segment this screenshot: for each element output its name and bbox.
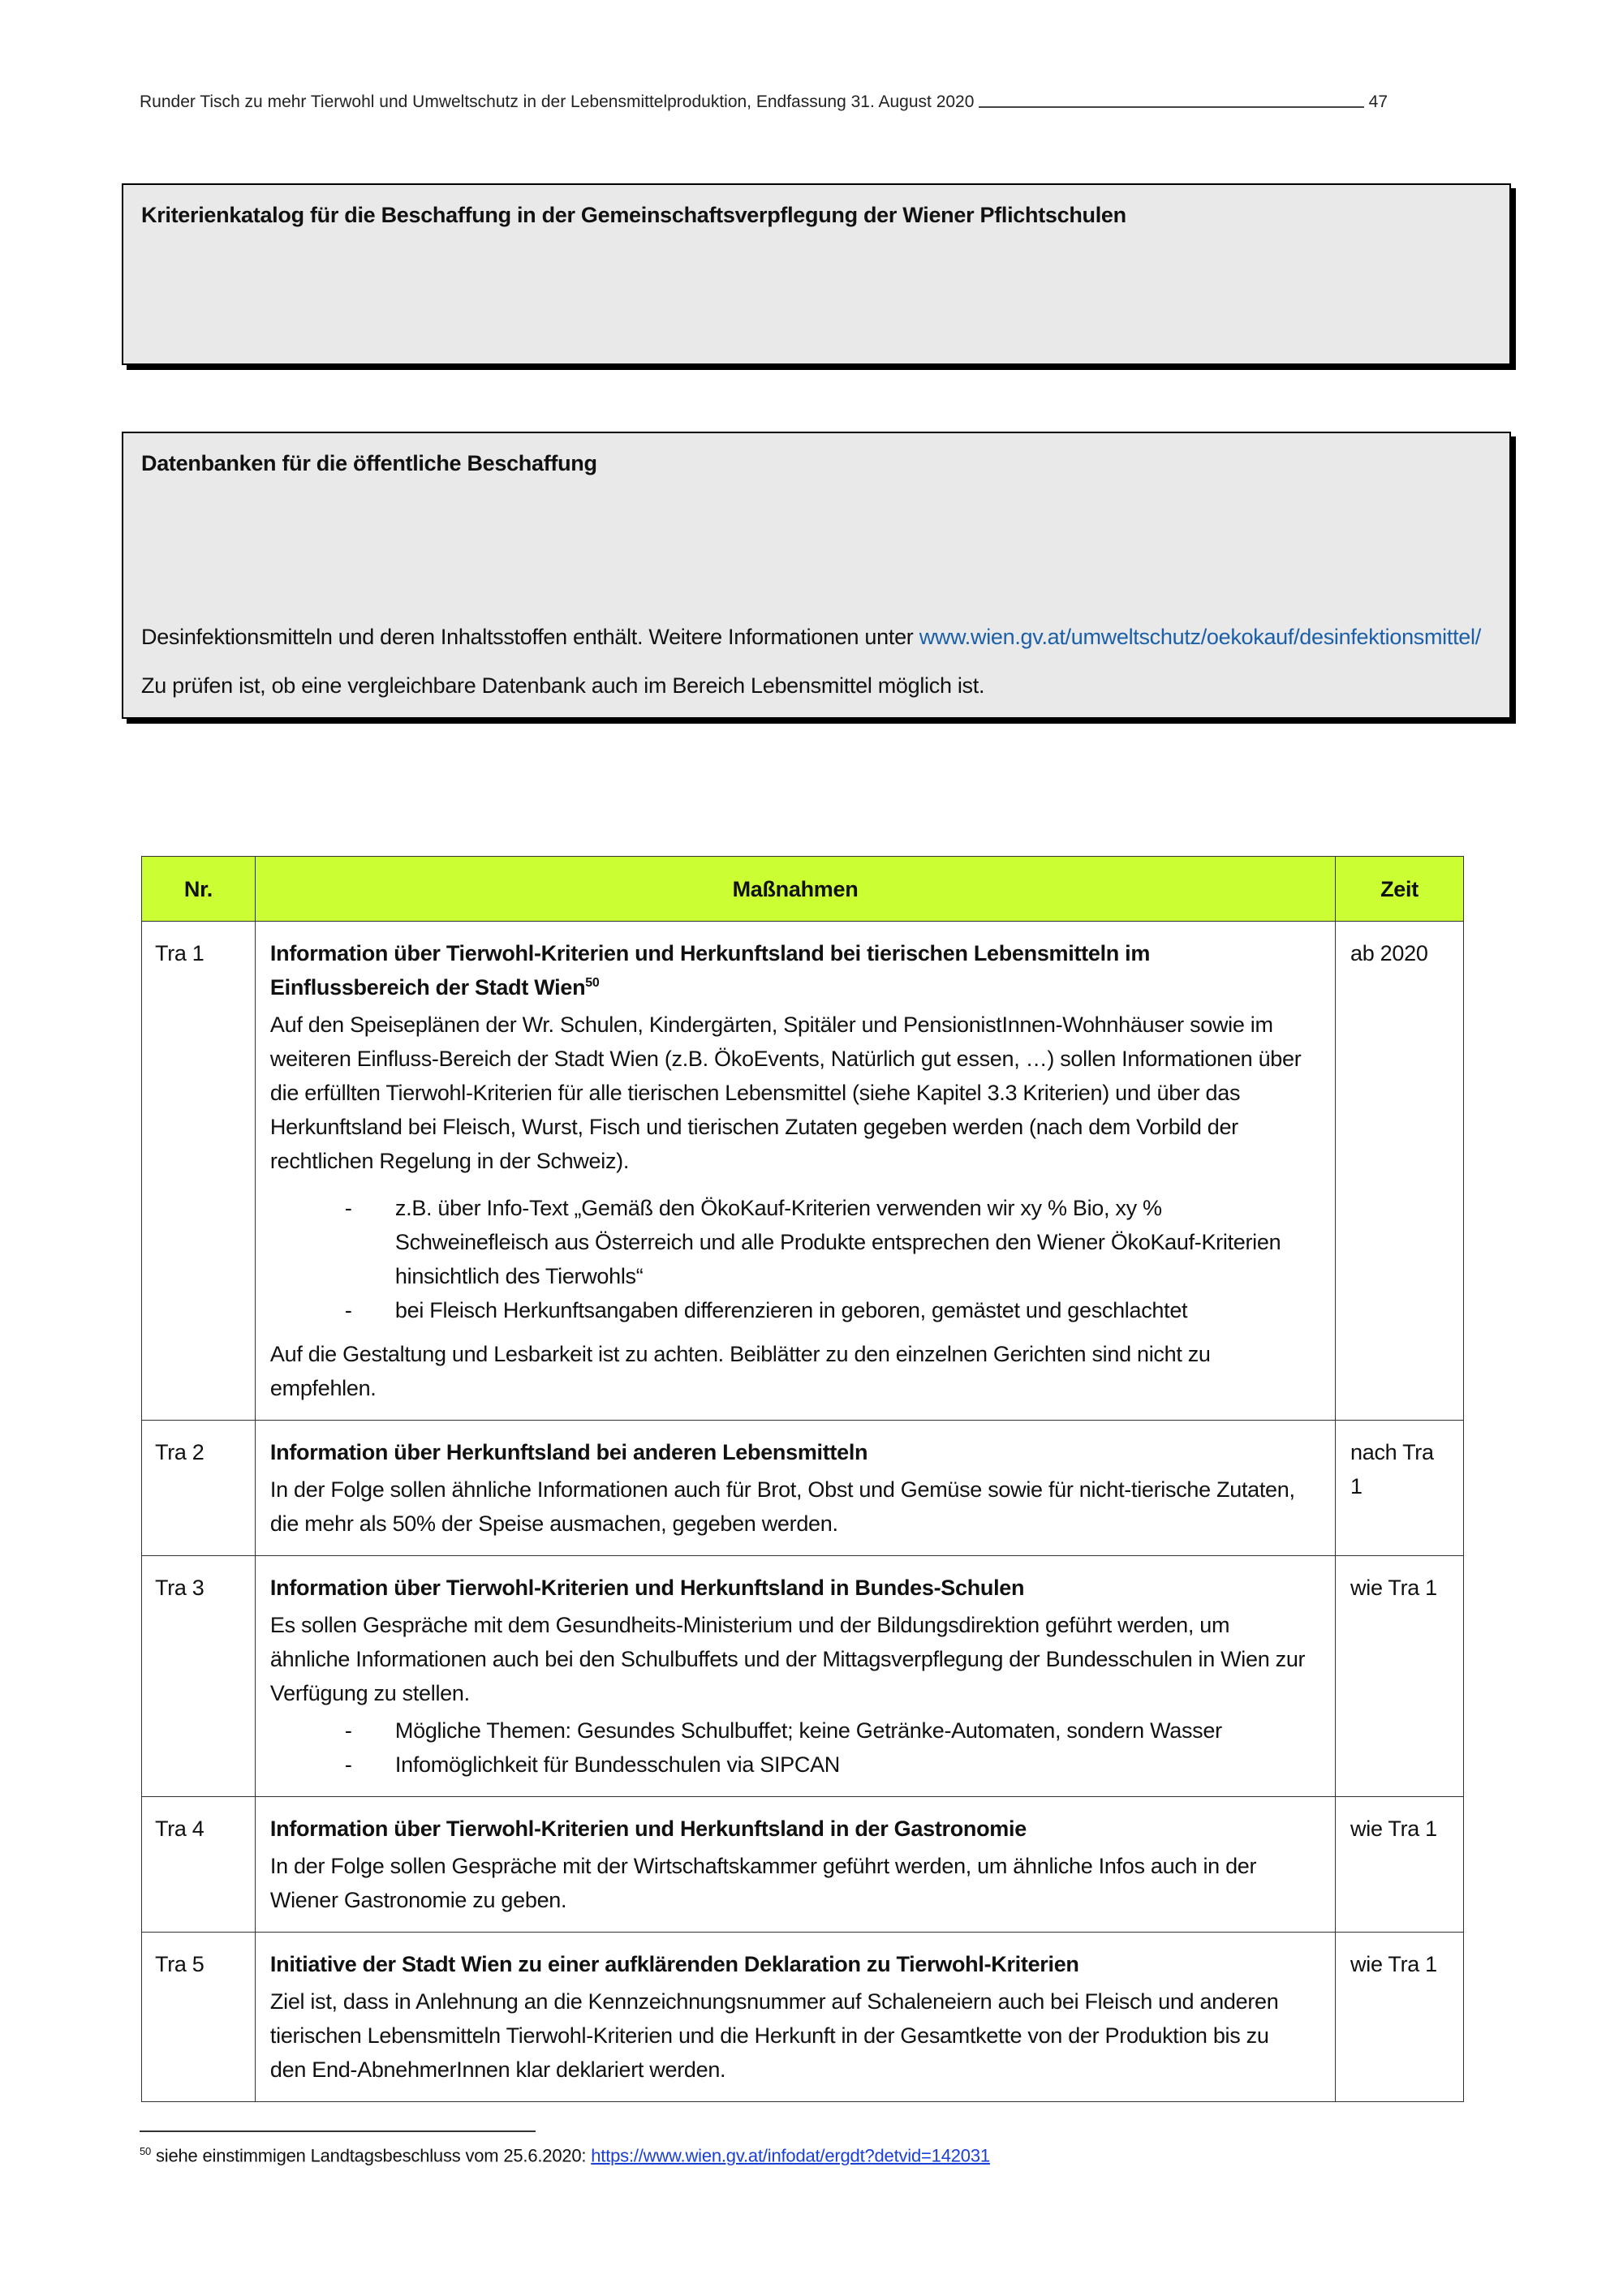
criteria-catalog-box xyxy=(122,183,1511,365)
table-row xyxy=(142,1421,1464,1556)
list-item: - Mögliche Themen: Gesundes Schulbuffet; keine Getränke-Automaten, sondern Wasser xyxy=(344,1718,1222,1743)
header-text: Runder Tisch zu mehr Tierwohl und Umweltschutz in der Lebensmittelproduktion, Endfassung 31. August 2020 xyxy=(140,92,975,111)
footnote-ref[interactable]: 50 xyxy=(585,976,600,990)
disinfectant-link[interactable]: www.wien.gv.at/umweltschutz/oekokauf/desinfektionsmittel/ xyxy=(919,625,1481,649)
row-zeit: ab 2020 xyxy=(1336,922,1464,1421)
row-title: Initiative der Stadt Wien zu einer aufklärenden Deklaration zu Tierwohl-Kriterien xyxy=(269,1952,1079,1976)
page-header xyxy=(140,92,1388,112)
row-nr: Tra 2 xyxy=(142,1421,256,1556)
database-box xyxy=(122,432,1511,719)
measures-table xyxy=(141,856,1464,2102)
row-nr: Tra 1 xyxy=(142,922,256,1421)
row-zeit: wie Tra 1 xyxy=(1336,1797,1464,1933)
list-item: - Infomöglichkeit für Bundesschulen via SIPCAN xyxy=(344,1752,841,1777)
row-text: Auf den Speiseplänen der Wr. Schulen, Kindergärten, Spitäler und PensionistInnen-Wohnhäuser sowie im weiteren Einfluss-Bereich der Stadt Wien (z.B. ÖkoEvents, Natürlich gut essen, …) sollen Informationen über die erfüllten Tierwohl-Kriterien für alle tierischen Lebensmittel (siehe Kapitel 3.3 Kriterien) und über das Herkunftsland bei Fleisch, Wurst, Fisch und tierischen Zutaten gegeben werden (nach dem Vorbild der rechtlichen Regelung in der Schweiz). xyxy=(269,1013,1302,1173)
bullet-list xyxy=(270,1713,1309,1782)
row-title-text: Information über Tierwohl-Kriterien und Herkunftsland bei tierischen Lebensmitteln im Einflussbereich der Stadt Wien xyxy=(269,941,1151,1000)
row-measure xyxy=(255,1421,1335,1556)
row-note: Auf die Gestaltung und Lesbarkeit ist zu achten. Beiblätter zu den einzelnen Gerichten sind nicht zu empfehlen. xyxy=(269,1342,1211,1400)
list-item-text: z.B. über Info-Text „Gemäß den ÖkoKauf-Kriterien verwenden wir xy % Bio, xy % Schweinefleisch aus Österreich und alle Produkte entsprechen den Wiener ÖkoKauf-Kriterien hinsichtlich des Tierwohls“ xyxy=(394,1196,1281,1288)
row-nr: Tra 5 xyxy=(142,1933,256,2102)
list-item: - z.B. über Info-Text „Gemäß den ÖkoKauf-Kriterien verwenden wir xy % Bio, xy % Schweinefleisch aus Österreich und alle Produkte entsprechen den Wiener ÖkoKauf-Kriterien hinsichtlich des Tierwohls“ xyxy=(344,1196,1281,1288)
database-text-line xyxy=(141,625,1481,650)
row-text: In der Folge sollen ähnliche Informationen auch für Brot, Obst und Gemüse sowie für nicht-tierische Zutaten, die mehr als 50% der Speise ausmachen, gegeben werden. xyxy=(269,1477,1295,1536)
header-rule xyxy=(979,106,1363,108)
row-text: Ziel ist, dass in Anlehnung an die Kennzeichnungsnummer auf Schaleneiern auch bei Fleisch und anderen tierischen Lebensmitteln Tierwohl-Kriterien und die Herkunft in der Gesamtkette von der Produktion bis zu den End-AbnehmerInnen klar deklariert werden. xyxy=(269,1989,1279,2082)
list-item-text: bei Fleisch Herkunftsangaben differenzieren in geboren, gemästet und geschlachtet xyxy=(394,1298,1188,1322)
row-measure xyxy=(255,1933,1335,2102)
database-check-text: Zu prüfen ist, ob eine vergleichbare Datenbank auch im Bereich Lebensmittel möglich ist. xyxy=(141,673,985,698)
footnote-rule xyxy=(140,2130,536,2132)
footnote xyxy=(140,2145,990,2166)
table-header-row xyxy=(142,857,1464,922)
row-title xyxy=(270,936,1309,1004)
row-zeit: wie Tra 1 xyxy=(1336,1933,1464,2102)
page-number: 47 xyxy=(1368,92,1388,111)
table-row xyxy=(142,1556,1464,1797)
header-massnahmen: Maßnahmen xyxy=(255,857,1335,922)
table-row xyxy=(142,1797,1464,1933)
row-measure xyxy=(255,1556,1335,1797)
row-zeit: nach Tra 1 xyxy=(1336,1421,1464,1556)
row-title: Information über Herkunftsland bei anderen Lebensmitteln xyxy=(269,1440,868,1464)
footnote-link[interactable]: https://www.wien.gv.at/infodat/ergdt?detvid=142031 xyxy=(591,2145,990,2166)
list-item-text: Mögliche Themen: Gesundes Schulbuffet; keine Getränke-Automaten, sondern Wasser xyxy=(394,1718,1222,1743)
footnote-number: 50 xyxy=(140,2145,152,2157)
database-text: Desinfektionsmitteln und deren Inhaltsstoffen enthält. Weitere Informationen unter xyxy=(141,625,919,649)
row-nr: Tra 3 xyxy=(142,1556,256,1797)
row-text: Es sollen Gespräche mit dem Gesundheits-Ministerium und der Bildungsdirektion geführt werden, um ähnliche Informationen auch bei den Schulbuffets und der Mittagsverpflegung der Bundesschulen in Wien zur Verfügung zu stellen. xyxy=(269,1613,1306,1705)
row-nr: Tra 4 xyxy=(142,1797,256,1933)
table-row xyxy=(142,922,1464,1421)
row-zeit: wie Tra 1 xyxy=(1336,1556,1464,1797)
list-item-text: Infomöglichkeit für Bundesschulen via SIPCAN xyxy=(394,1752,841,1777)
row-title: Information über Tierwohl-Kriterien und Herkunftsland in der Gastronomie xyxy=(269,1817,1027,1841)
header-nr: Nr. xyxy=(142,857,256,922)
header-zeit: Zeit xyxy=(1336,857,1464,922)
row-title: Information über Tierwohl-Kriterien und Herkunftsland in Bundes-Schulen xyxy=(269,1576,1025,1600)
table-row xyxy=(142,1933,1464,2102)
row-measure xyxy=(255,922,1335,1421)
list-item: - bei Fleisch Herkunftsangaben differenzieren in geboren, gemästet und geschlachtet xyxy=(344,1298,1188,1322)
database-title: Datenbanken für die öffentliche Beschaffung xyxy=(141,451,597,475)
row-text: In der Folge sollen Gespräche mit der Wirtschaftskammer geführt werden, um ähnliche Infos auch in der Wiener Gastronomie zu geben. xyxy=(269,1854,1257,1912)
criteria-catalog-title: Kriterienkatalog für die Beschaffung in der Gemeinschaftsverpflegung der Wiener Pflichtschulen xyxy=(141,203,1126,227)
footnote-text: siehe einstimmigen Landtagsbeschluss vom 25.6.2020: xyxy=(155,2145,592,2166)
bullet-list xyxy=(270,1191,1309,1327)
row-measure xyxy=(255,1797,1335,1933)
